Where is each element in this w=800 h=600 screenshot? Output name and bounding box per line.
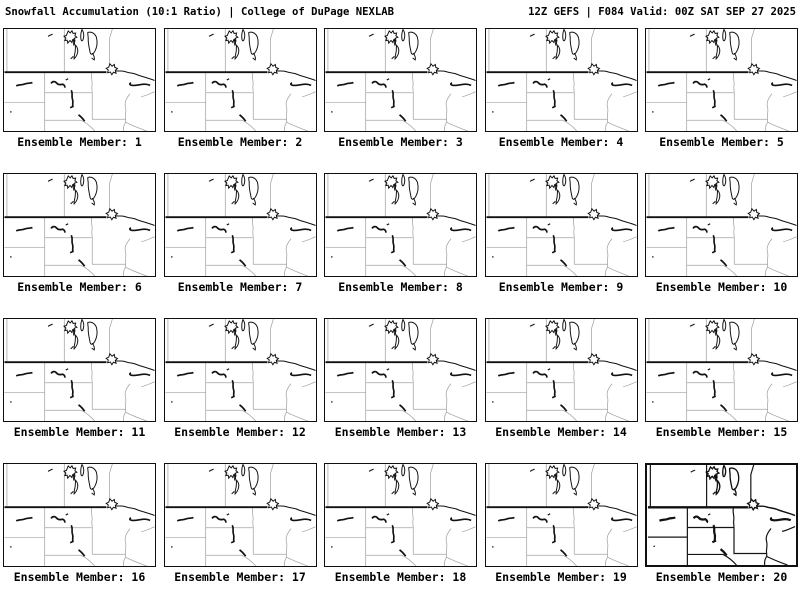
product-title: Snowfall Accumulation (10:1 Ratio) | College of DuPage NEXLAB [5, 6, 395, 18]
ensemble-panel-4 [485, 28, 638, 149]
ensemble-member-label: Ensemble Member: 12 [174, 425, 306, 439]
ensemble-member-label: Ensemble Member: 5 [659, 135, 784, 149]
ensemble-panel-3 [324, 28, 477, 149]
model-run-valid-time: 12Z GEFS | F084 Valid: 00Z SAT SEP 27 2025 [528, 6, 796, 18]
ensemble-member-label: Ensemble Member: 10 [655, 280, 788, 294]
ensemble-panel-14 [485, 318, 638, 439]
ensemble-member-label: Ensemble Member: 17 [174, 570, 306, 584]
ensemble-member-label: Ensemble Member: 4 [498, 135, 624, 149]
ensemble-member-label: Ensemble Member: 3 [338, 135, 463, 149]
ensemble-map-15 [645, 318, 798, 422]
ensemble-map-10 [645, 173, 798, 277]
ensemble-map-20 [645, 463, 798, 567]
ensemble-panel-18 [324, 463, 477, 584]
ensemble-panel-20 [645, 463, 798, 584]
ensemble-grid [3, 28, 798, 584]
ensemble-member-label: Ensemble Member: 13 [334, 425, 467, 439]
ensemble-map-19 [485, 463, 638, 567]
ensemble-panel-19 [485, 463, 638, 584]
ensemble-map-7 [164, 173, 317, 277]
ensemble-member-label: Ensemble Member: 2 [177, 135, 303, 149]
ensemble-panel-11 [3, 318, 156, 439]
ensemble-member-label: Ensemble Member: 9 [498, 280, 624, 294]
ensemble-map-2 [164, 28, 317, 132]
ensemble-map-16 [3, 463, 156, 567]
ensemble-member-label: Ensemble Member: 18 [334, 570, 467, 584]
ensemble-panel-1 [3, 28, 156, 149]
ensemble-member-label: Ensemble Member: 11 [13, 425, 146, 439]
ensemble-panel-16 [3, 463, 156, 584]
ensemble-map-5 [645, 28, 798, 132]
ensemble-member-label: Ensemble Member: 19 [495, 570, 627, 584]
ensemble-map-1 [3, 28, 156, 132]
ensemble-panel-7 [164, 173, 317, 294]
ensemble-member-label: Ensemble Member: 14 [495, 425, 627, 439]
ensemble-map-17 [164, 463, 317, 567]
ensemble-map-8 [324, 173, 477, 277]
ensemble-member-label: Ensemble Member: 16 [13, 570, 146, 584]
ensemble-panel-17 [164, 463, 317, 584]
ensemble-member-label: Ensemble Member: 15 [655, 425, 788, 439]
ensemble-panel-12 [164, 318, 317, 439]
ensemble-panel-8 [324, 173, 477, 294]
ensemble-panel-2 [164, 28, 317, 149]
ensemble-map-4 [485, 28, 638, 132]
ensemble-panel-5 [645, 28, 798, 149]
ensemble-member-label: Ensemble Member: 20 [655, 570, 788, 584]
ensemble-member-label: Ensemble Member: 1 [17, 135, 142, 149]
ensemble-panel-9 [485, 173, 638, 294]
ensemble-map-9 [485, 173, 638, 277]
ensemble-member-label: Ensemble Member: 7 [177, 280, 303, 294]
header-bar [5, 6, 796, 18]
ensemble-panel-15 [645, 318, 798, 439]
ensemble-panel-6 [3, 173, 156, 294]
ensemble-map-3 [324, 28, 477, 132]
ensemble-panel-13 [324, 318, 477, 439]
ensemble-panel-10 [645, 173, 798, 294]
ensemble-map-12 [164, 318, 317, 422]
ensemble-map-14 [485, 318, 638, 422]
ensemble-map-11 [3, 318, 156, 422]
ensemble-member-label: Ensemble Member: 6 [17, 280, 142, 294]
ensemble-map-18 [324, 463, 477, 567]
ensemble-member-label: Ensemble Member: 8 [338, 280, 463, 294]
ensemble-map-13 [324, 318, 477, 422]
ensemble-map-6 [3, 173, 156, 277]
